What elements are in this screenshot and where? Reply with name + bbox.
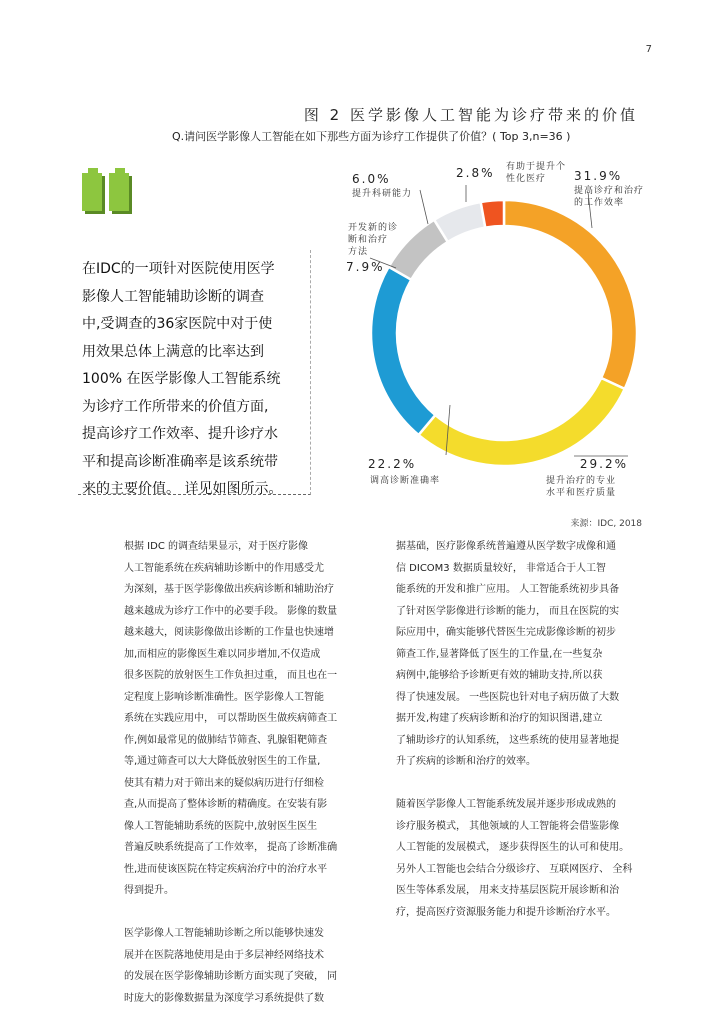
slice-value-label: 31.9% [574, 169, 623, 183]
body-line: 了针对医学影像进行诊断的能力， 而且在医院的实 [396, 605, 620, 617]
body-line [124, 902, 376, 924]
quote-line: 为诊疗工作所带来的价值方面, [82, 398, 269, 415]
slice-value-label: 6.0% [352, 172, 391, 186]
body-line: 筛查工作,显著降低了医生的工作量,在一些复杂 [396, 648, 603, 660]
slice-value-label: 7.9% [346, 260, 385, 274]
slice-category-label: 提高诊疗和治疗 [574, 186, 645, 196]
slice-value-label: 2.8% [456, 166, 495, 180]
body-line: 升了疾病的诊断和治疗的效率。 [396, 756, 536, 767]
leader-line [420, 190, 428, 224]
body-line: 越来越成为诊疗工作中的必要手段。 影像的数量 [124, 605, 338, 617]
slice-category-label: 提升科研能力 [352, 189, 413, 199]
quote-line: 影像人工智能辅助诊断的调查 [82, 288, 264, 305]
body-line: 使其有精力对于筛出来的疑似病历进行仔细检 [124, 777, 324, 789]
body-line [396, 773, 658, 795]
body-line: 据基础，医疗影像系统普遍遵从医学数字成像和通 [396, 541, 616, 552]
quote-mark-icon [82, 168, 140, 216]
quote-line: 用效果总体上满意的比率达到 [82, 343, 264, 360]
body-line: 诊疗服务模式， 其他领域的人工智能将会借鉴影像 [396, 820, 620, 832]
donut-slice-5 [481, 200, 504, 228]
figure-title: 图 2 医学影像人工智能为诊疗带来的价值 [303, 106, 638, 124]
slice-category-label: 的工作效率 [574, 198, 625, 208]
figure-source: 来源：IDC, 2018 [570, 519, 642, 529]
body-line: 为深刻，基于医学影像做出疾病诊断和辅助治疗 [124, 584, 334, 595]
body-line: 定程度上影响诊断准确性。医学影像人工智能 [124, 691, 324, 703]
body-line: 人工智能的发展模式， 逐步获得医生的认可和使用。 [396, 842, 630, 853]
quote-line: 在IDC的一项针对医院使用医学 [82, 261, 275, 277]
slice-category-label: 开发新的诊 [348, 223, 399, 233]
body-line: 等,通过筛查可以大大降低放射医生的工作量, [124, 756, 321, 767]
quote-line: 平和提高诊断准确率是该系统带 [82, 453, 278, 470]
body-line: 医生等体系发展， 用来支持基层医院开展诊断和治 [396, 885, 620, 896]
body-line: 普遍反映系统提高了工作效率， 提高了诊断准确 [124, 842, 338, 853]
slice-category-label: 方法 [348, 247, 369, 257]
body-line: 能系统的开发和推广应用。 人工智能系统初步具备 [396, 584, 620, 595]
body-line: 加,而相应的影像医生难以同步增加,不仅造成 [124, 648, 321, 660]
body-line: 信 DICOM3 数据质量较好， 非常适合于人工智 [396, 562, 607, 574]
body-line: 际应用中，确实能够代替医生完成影像诊断的初步 [396, 627, 616, 638]
body-line: 性,进而使该医院在特定疾病治疗中的治疗水平 [124, 863, 328, 875]
slice-value-label: 29.2% [579, 457, 628, 471]
figure-question: Q.请问医学影像人工智能在如下那些方面为诊疗工作提供了价值？( Top 3,n=36 ) [172, 130, 571, 143]
slice-category-label: 有助于提升个 [506, 162, 567, 172]
slice-category-label: 性化医疗 [506, 174, 547, 184]
body-line: 病例中,能够给予诊断更有效的辅助支持,所以获 [396, 670, 603, 681]
body-right-column [396, 536, 658, 923]
body-line: 得到提升。 [124, 885, 174, 896]
donut-slice-0 [504, 200, 637, 389]
body-line: 查,从而提高了整体诊断的精确度。在安装有影 [124, 799, 328, 810]
slice-category-label: 调高诊断准确率 [370, 476, 441, 486]
slice-value-label: 22.2% [368, 457, 417, 471]
quote-line: 中,受调查的36家医院中对于使 [82, 316, 273, 332]
body-line: 医学影像人工智能辅助诊断之所以能够快速发 [124, 928, 324, 939]
quote-line: 提高诊疗工作效率、提升诊疗水 [82, 426, 278, 442]
body-line: 疗，提高医疗资源服务能力和提升诊断治疗水平。 [396, 906, 616, 918]
donut-slice-2 [371, 267, 435, 435]
quote-text [82, 256, 308, 504]
body-line: 时庞大的影像数据量为深度学习系统提供了数 [124, 992, 324, 1004]
body-line: 作,例如最常见的做肺结节筛查、乳腺钼靶筛查 [124, 734, 328, 746]
donut-slice-1 [419, 378, 625, 466]
slice-category-label: 水平和医疗质量 [546, 488, 617, 498]
quote-line: 100% 在医学影像人工智能系统 [82, 371, 281, 387]
body-line: 根据 IDC 的调查结果显示，对于医疗影像 [124, 541, 308, 552]
body-line: 另外人工智能也会结合分级诊疗、 互联网医疗、 全科 [396, 863, 633, 875]
body-line: 展并在医院落地使用是由于多层神经网络技术 [124, 949, 324, 961]
body-line: 了辅助诊疗的认知系统， 这些系统的使用显著地提 [396, 734, 620, 746]
body-line: 很多医院的放射医生工作负担过重， 而且也在一 [124, 670, 338, 681]
body-left-column [124, 536, 376, 1009]
slice-category-label: 提升治疗的专业 [546, 476, 617, 486]
body-line: 得了快速发展。 一些医院也针对电子病历做了大数 [396, 691, 620, 703]
page-number: 7 [645, 44, 652, 55]
donut-chart [330, 150, 650, 510]
body-line: 像人工智能辅助系统的医院中,放射医生医生 [124, 820, 318, 832]
body-line: 随着医学影像人工智能系统发展并逐步形成成熟的 [396, 799, 616, 810]
body-line: 据开发,构建了疾病诊断和治疗的知识图谱,建立 [396, 713, 603, 724]
body-line: 的发展在医学影像辅助诊断方面实现了突破， 同 [124, 971, 338, 982]
quote-line: 来的主要价值。 详见如图所示。 [82, 481, 283, 497]
body-line: 越来越大，阅读影像做出诊断的工作量也快速增 [124, 627, 334, 638]
body-line: 人工智能系统在疾病辅助诊断中的作用感受尤 [124, 562, 324, 574]
body-line: 系统在实践应用中， 可以帮助医生做疾病筛查工 [124, 713, 338, 724]
slice-category-label: 断和治疗 [348, 235, 389, 245]
